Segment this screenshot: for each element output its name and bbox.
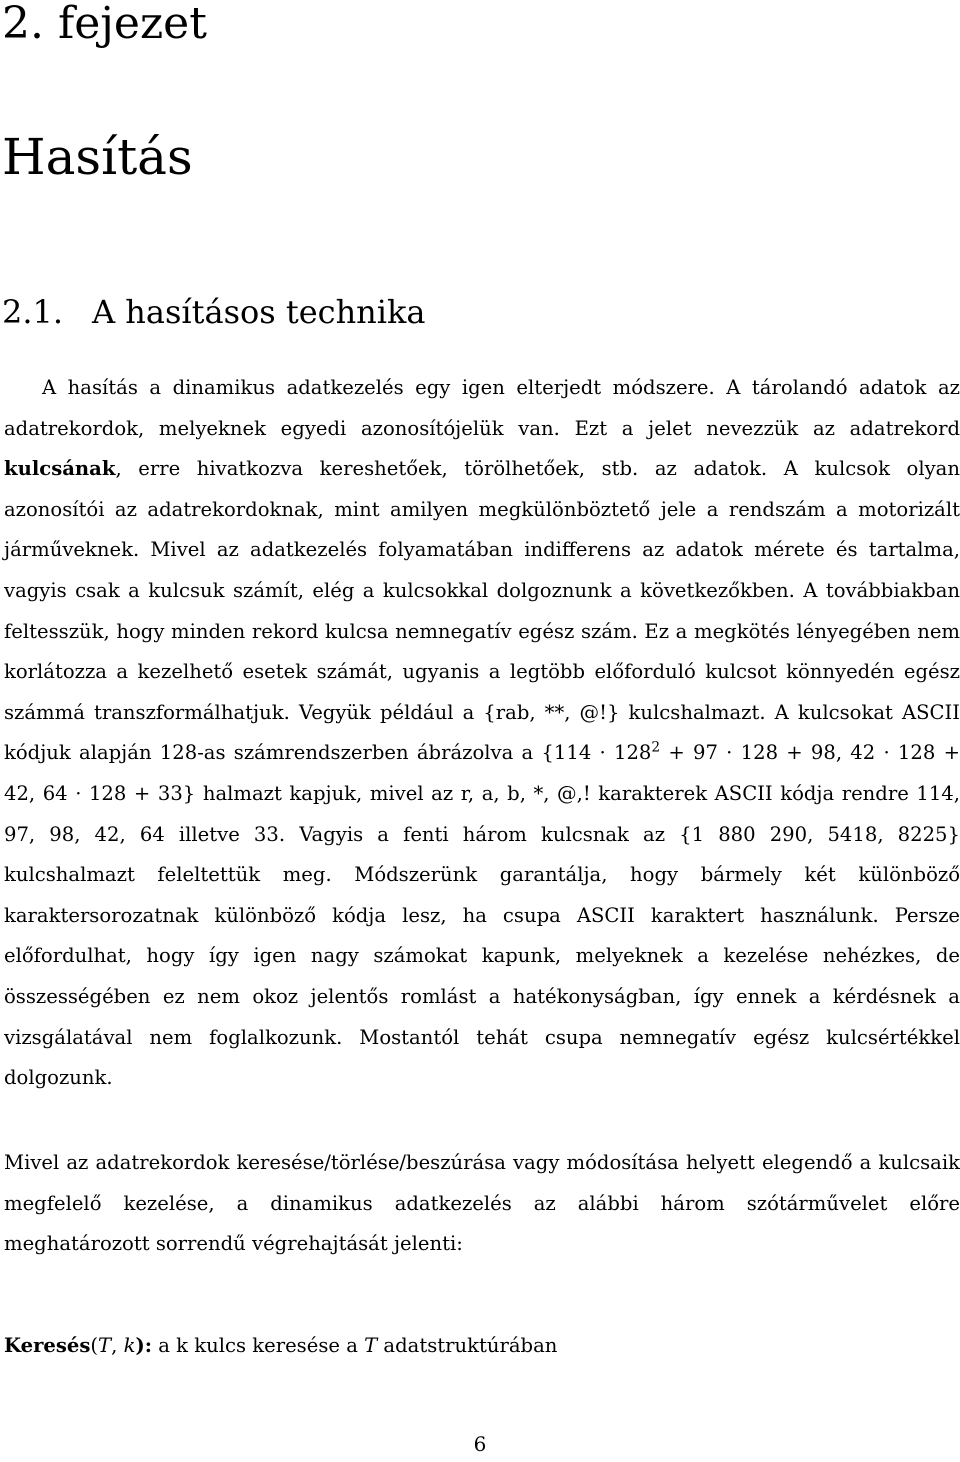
section-title: A hasításos technika (92, 293, 426, 331)
paragraph-text-part1: A hasítás a dinamikus adatkezelés egy igen elterjedt módszere. A tárolandó adatok az adatrekordok, melyeknek egyedi azonosítójelük van. Ezt a jelet nevezzük az adatrekord (4, 376, 960, 440)
open-paren: ( (90, 1334, 99, 1357)
argument-t: T (98, 1334, 112, 1357)
chapter-title: Hasítás (2, 128, 193, 186)
section-heading (2, 292, 425, 332)
page-number: 6 (473, 1432, 487, 1456)
exponent: 2 (651, 739, 661, 756)
chapter-label: 2. fejezet (2, 0, 207, 49)
definition-text-end: adatstruktúrában (377, 1334, 558, 1357)
close-paren: ): (135, 1334, 152, 1357)
argument-k: k (123, 1334, 136, 1357)
key-term: kulcsának (4, 457, 116, 481)
operations-paragraph: Mivel az adatrekordok keresése/törlése/beszúrása vagy módosítása helyett elegendő a kulcsaik megfelelő kezelése, a dinamikus adatkezelés az alábbi három szótárművelet előre meghatározott sorrendű végrehajtását jelenti: (4, 1151, 960, 1256)
paragraph-text-part2: , erre hivatkozva kereshetőek, törölhetőek, stb. az adatok. A kulcsok olyan azonosítói az adatrekordoknak, mint amilyen megkülönböztető jele a rendszám a motorizált járműveknek. Mivel az adatkezelés folyamatában indifferens az adatok mérete és tartalma, vagyis csak a kulcsuk számít, elég a kulcsokkal dolgoznunk a következőkben. A továbbiakban feltesszük, hogy minden rekord kulcsa nemnegatív egész szám. Ez a megkötés lényegében nem korlátozza a kezelhető esetek számát, ugyanis a legtöbb előforduló kulcsot könnyedén egész számmá transzformálhatjuk. Vegyük például a {rab, **, @!} kulcshalmazt. A kulcsokat ASCII kódjuk alapján 128-as számrendszerben ábrázolva a {114 · 128 (4, 457, 960, 765)
operation-name: Keresés (4, 1334, 91, 1357)
definition-text: a k kulcs keresése a (151, 1334, 365, 1357)
operation-definition (4, 1326, 557, 1366)
section-number: 2.1. (2, 293, 64, 331)
argument-separator: , (111, 1334, 124, 1357)
paragraph-text-part3: + 97 · 128 + 98, 42 · 128 + 42, 64 · 128 + 33} halmazt kapjuk, mivel az r, a, b, *, @,! karakterek ASCII kódja rendre 114, 97, 98, 42, 64 illetve 33. Vagyis a fenti három kulcsnak az {1 880 290, 5418, 8225} kulcshalmazt feleltettük meg. Módszerünk garantálja, hogy bármely két különböző karaktersorozatnak különböző kódja lesz, ha csupa ASCII karaktert használunk. Persze előfordulhat, hogy így igen nagy számokat kapunk, melyeknek a kezelése nehézkes, de összességében ez nem okoz jelentős romlást a hatékonyságban, így ennek a kérdésnek a vizsgálatával nem foglalkozunk. Mostantól tehát csupa nemnegatív egész kulcsértékkel dolgozunk. (4, 741, 960, 1090)
intro-paragraph (4, 368, 960, 1099)
structure-t: T (364, 1334, 378, 1357)
